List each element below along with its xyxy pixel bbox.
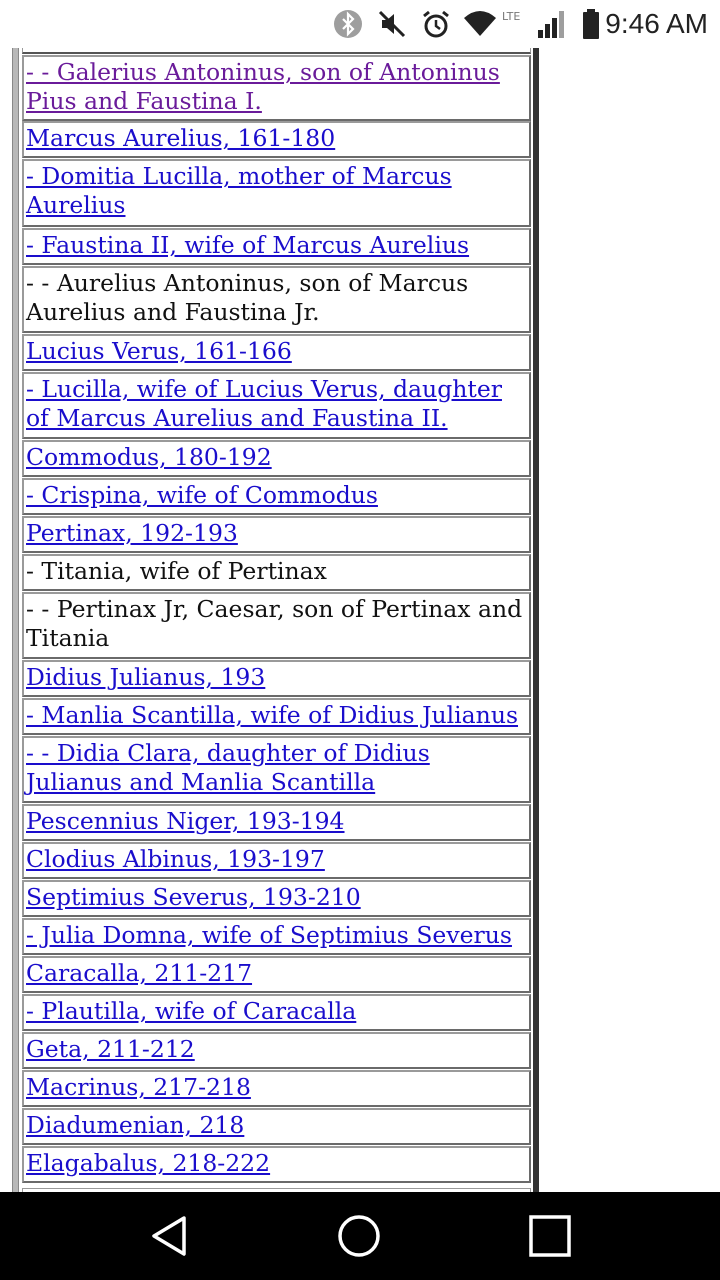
table-row — [22, 266, 531, 333]
table-row[interactable] — [22, 159, 531, 227]
row-text: - Titania, wife of Pertinax — [26, 557, 327, 585]
table-row[interactable] — [22, 880, 531, 917]
row-link[interactable]: Didius Julianus, 193 — [26, 663, 266, 691]
table-row[interactable] — [22, 956, 531, 993]
row-link[interactable]: Diadumenian, 218 — [26, 1111, 245, 1139]
table-row[interactable] — [22, 994, 531, 1031]
row-link[interactable]: - - Didia Clara, daughter of Didius Julianus and Manlia Scantilla — [26, 739, 430, 796]
row-link[interactable]: Marcus Aurelius, 161-180 — [26, 124, 336, 152]
frame-border-right — [533, 48, 539, 1192]
row-link[interactable]: - Crispina, wife of Commodus — [26, 481, 378, 509]
row-link[interactable]: - Lucilla, wife of Lucius Verus, daughter of Marcus Aurelius and Faustina II. — [26, 375, 502, 432]
wifi-icon — [462, 8, 498, 40]
row-link[interactable]: - Julia Domna, wife of Septimius Severus — [26, 921, 512, 949]
table-row[interactable] — [22, 334, 531, 371]
table-row[interactable] — [22, 228, 531, 265]
lte-signal-icon — [500, 8, 570, 40]
table-row[interactable] — [22, 736, 531, 803]
navigation-bar — [0, 1192, 720, 1280]
table-row[interactable] — [22, 55, 531, 121]
row-link[interactable]: Caracalla, 211-217 — [26, 959, 253, 987]
row-link[interactable]: Commodus, 180-192 — [26, 443, 272, 471]
home-icon[interactable] — [335, 1212, 383, 1260]
table-row[interactable] — [22, 372, 531, 439]
row-link[interactable]: Pertinax, 192-193 — [26, 519, 238, 547]
table-row[interactable] — [22, 918, 531, 955]
table-row[interactable] — [22, 1032, 531, 1069]
row-link[interactable]: - Plautilla, wife of Caracalla — [26, 997, 357, 1025]
row-link[interactable]: Elagabalus, 218-222 — [26, 1149, 271, 1177]
row-link[interactable]: - Faustina II, wife of Marcus Aurelius — [26, 231, 470, 259]
table-row — [22, 554, 531, 591]
table-row-partial-top — [22, 48, 531, 54]
table-row[interactable] — [22, 1108, 531, 1145]
bluetooth-icon — [332, 8, 364, 40]
row-link[interactable]: Lucius Verus, 161-166 — [26, 337, 292, 365]
status-bar — [0, 0, 720, 48]
table-row[interactable] — [22, 440, 531, 477]
battery-icon — [582, 8, 600, 40]
recents-icon[interactable] — [526, 1212, 574, 1260]
row-link[interactable]: Pescennius Niger, 193-194 — [26, 807, 345, 835]
row-link[interactable]: Clodius Albinus, 193-197 — [26, 845, 325, 873]
row-link[interactable]: - Manlia Scantilla, wife of Didius Julianus — [26, 701, 519, 729]
clock: 9:46 AM — [605, 8, 708, 39]
alarm-icon — [420, 8, 452, 40]
back-icon[interactable] — [146, 1212, 194, 1260]
row-link[interactable]: Macrinus, 217-218 — [26, 1073, 251, 1101]
row-link[interactable]: Septimius Severus, 193-210 — [26, 883, 361, 911]
row-text: - - Pertinax Jr, Caesar, son of Pertinax and Titania — [26, 595, 523, 652]
row-link[interactable]: - Domitia Lucilla, mother of Marcus Aurelius — [26, 162, 452, 219]
mute-icon — [376, 8, 408, 40]
svg-text:LTE: LTE — [502, 10, 521, 23]
table-row — [22, 592, 531, 659]
row-link[interactable]: Geta, 211-212 — [26, 1035, 195, 1063]
visited-link[interactable]: - - Galerius Antoninus, son of Antoninus Pius and Faustina I. — [26, 58, 500, 115]
table-row[interactable] — [22, 660, 531, 697]
table-row[interactable] — [22, 121, 531, 158]
frame-border-left — [12, 48, 19, 1192]
table-row[interactable] — [22, 842, 531, 879]
row-text: - - Aurelius Antoninus, son of Marcus Aurelius and Faustina Jr. — [26, 269, 469, 326]
table-row[interactable] — [22, 1146, 531, 1183]
table-row[interactable] — [22, 804, 531, 841]
table-row[interactable] — [22, 516, 531, 553]
table-row[interactable] — [22, 1070, 531, 1107]
table-row[interactable] — [22, 478, 531, 515]
web-page[interactable] — [0, 48, 720, 1192]
table-row[interactable] — [22, 698, 531, 735]
